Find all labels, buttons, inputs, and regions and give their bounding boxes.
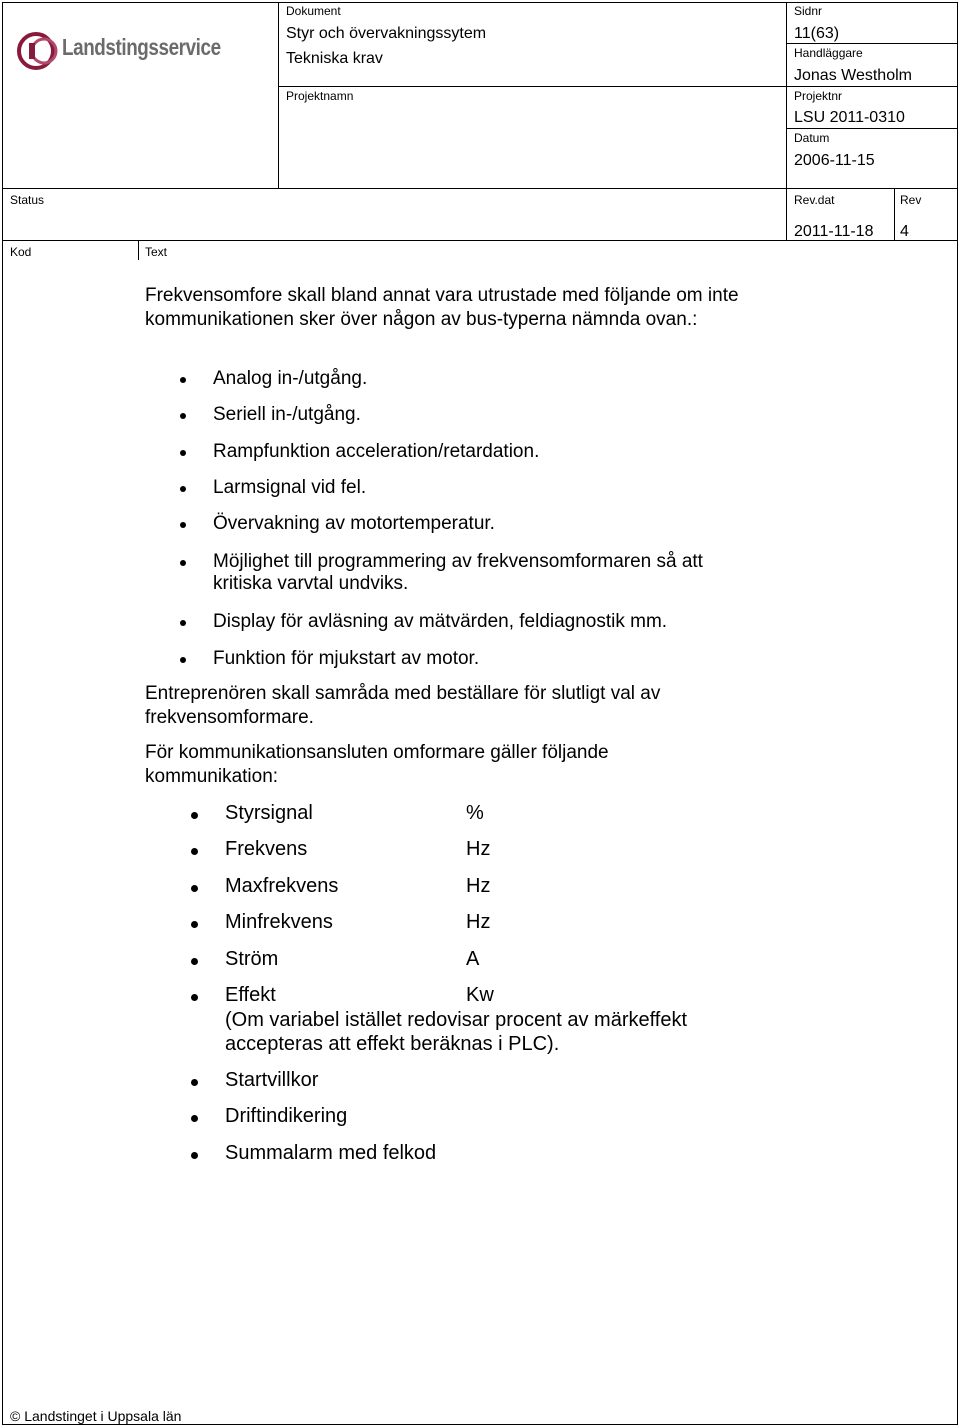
signal-name: Styrsignal — [225, 802, 313, 824]
header-rule — [2, 188, 958, 189]
header-divider — [786, 2, 787, 188]
header-divider — [786, 188, 787, 240]
footer-copyright: © Landstinget i Uppsala län — [10, 1408, 182, 1424]
handlaggare-label: Handläggare — [794, 46, 863, 60]
para-entreprenoren: Entreprenören skall samråda med beställare för slutligt val av frekvensomformare. — [145, 683, 661, 728]
bullet-dot — [191, 1152, 198, 1159]
header-divider — [138, 240, 139, 260]
revdat-value: 2011-11-18 — [794, 223, 874, 240]
signal-unit: Hz — [466, 875, 491, 897]
list-item: Funktion för mjukstart av motor. — [213, 648, 480, 669]
sidnr-label: Sidnr — [794, 4, 823, 18]
header-rule — [786, 128, 958, 129]
kod-label: Kod — [10, 245, 32, 259]
bullet-dot — [191, 1079, 198, 1086]
bullet-dot — [180, 377, 186, 383]
signal-name: Frekvens — [225, 838, 308, 860]
signal-unit: % — [466, 802, 484, 824]
projektnamn-label: Projektnamn — [286, 89, 354, 103]
header-rule — [786, 43, 958, 44]
sidnr-value: 11(63) — [794, 25, 840, 42]
projektnr-value: LSU 2011-0310 — [794, 109, 905, 126]
signal-name: Effekt — [225, 984, 276, 1006]
signal-unit: A — [466, 948, 480, 970]
header-divider — [278, 2, 279, 188]
bullet-dot — [191, 885, 198, 892]
rev-value: 4 — [900, 223, 909, 240]
bullet-dot — [191, 958, 198, 965]
dokument-subtitle: Tekniska krav — [286, 50, 383, 67]
header-rule — [278, 86, 958, 87]
list-item: Möjlighet till programmering av frekvensomformaren så att kritiska varvtal undviks. — [213, 551, 703, 594]
text-label: Text — [145, 245, 168, 259]
datum-value: 2006-11-15 — [794, 152, 875, 169]
list-item: Display för avläsning av mätvärden, feldiagnostik mm. — [213, 611, 668, 632]
bullet-dot — [180, 522, 186, 528]
status-label: Status — [10, 193, 45, 207]
handlaggare-value: Jonas Westholm — [794, 67, 912, 84]
bullet-dot — [180, 486, 186, 492]
list-item: Larmsignal vid fel. — [213, 477, 367, 498]
dokument-label: Dokument — [286, 4, 341, 18]
effekt-note: (Om variabel istället redovisar procent av märkeffekt accepteras att effekt beräknas i PLC). — [225, 1009, 688, 1055]
projektnr-label: Projektnr — [794, 89, 843, 103]
bullet-dot — [180, 657, 186, 663]
signal-name: Minfrekvens — [225, 911, 333, 933]
bullet-dot — [180, 560, 186, 566]
list-item: Analog in-/utgång. — [213, 368, 368, 389]
bullet-dot — [180, 413, 186, 419]
bullet-dot — [191, 1115, 198, 1122]
list-item: Summalarm med felkod — [225, 1142, 437, 1164]
bullet-dot — [180, 620, 186, 626]
list-item: Startvillkor — [225, 1069, 319, 1091]
bullet-dot — [191, 921, 198, 928]
rev-label: Rev — [900, 193, 922, 207]
datum-label: Datum — [794, 131, 830, 145]
para-kommunikation: För kommunikationsansluten omformare gäller följande kommunikation: — [145, 742, 609, 787]
logo-text: Landstingsservice — [62, 34, 221, 60]
bullet-dot — [180, 450, 186, 456]
signal-unit: Hz — [466, 911, 491, 933]
list-item: Driftindikering — [225, 1105, 348, 1127]
list-item: Övervakning av motortemperatur. — [213, 513, 495, 534]
signal-unit: Kw — [466, 984, 494, 1006]
signal-unit: Hz — [466, 838, 491, 860]
list-item: Seriell in-/utgång. — [213, 404, 361, 425]
header-divider — [894, 188, 895, 240]
intro-paragraph: Frekvensomfore skall bland annat vara utrustade med följande om inte kommunikationen sker över någon av bus-typerna nämnda ovan.: — [145, 285, 739, 330]
signal-name: Ström — [225, 948, 279, 970]
bullet-dot — [191, 994, 198, 1001]
revdat-label: Rev.dat — [794, 193, 835, 207]
signal-name: Maxfrekvens — [225, 875, 339, 897]
dokument-title: Styr och övervakningssytem — [286, 25, 487, 42]
bullet-dot — [191, 848, 198, 855]
list-item: Rampfunktion acceleration/retardation. — [213, 441, 540, 462]
bullet-dot — [191, 812, 198, 819]
